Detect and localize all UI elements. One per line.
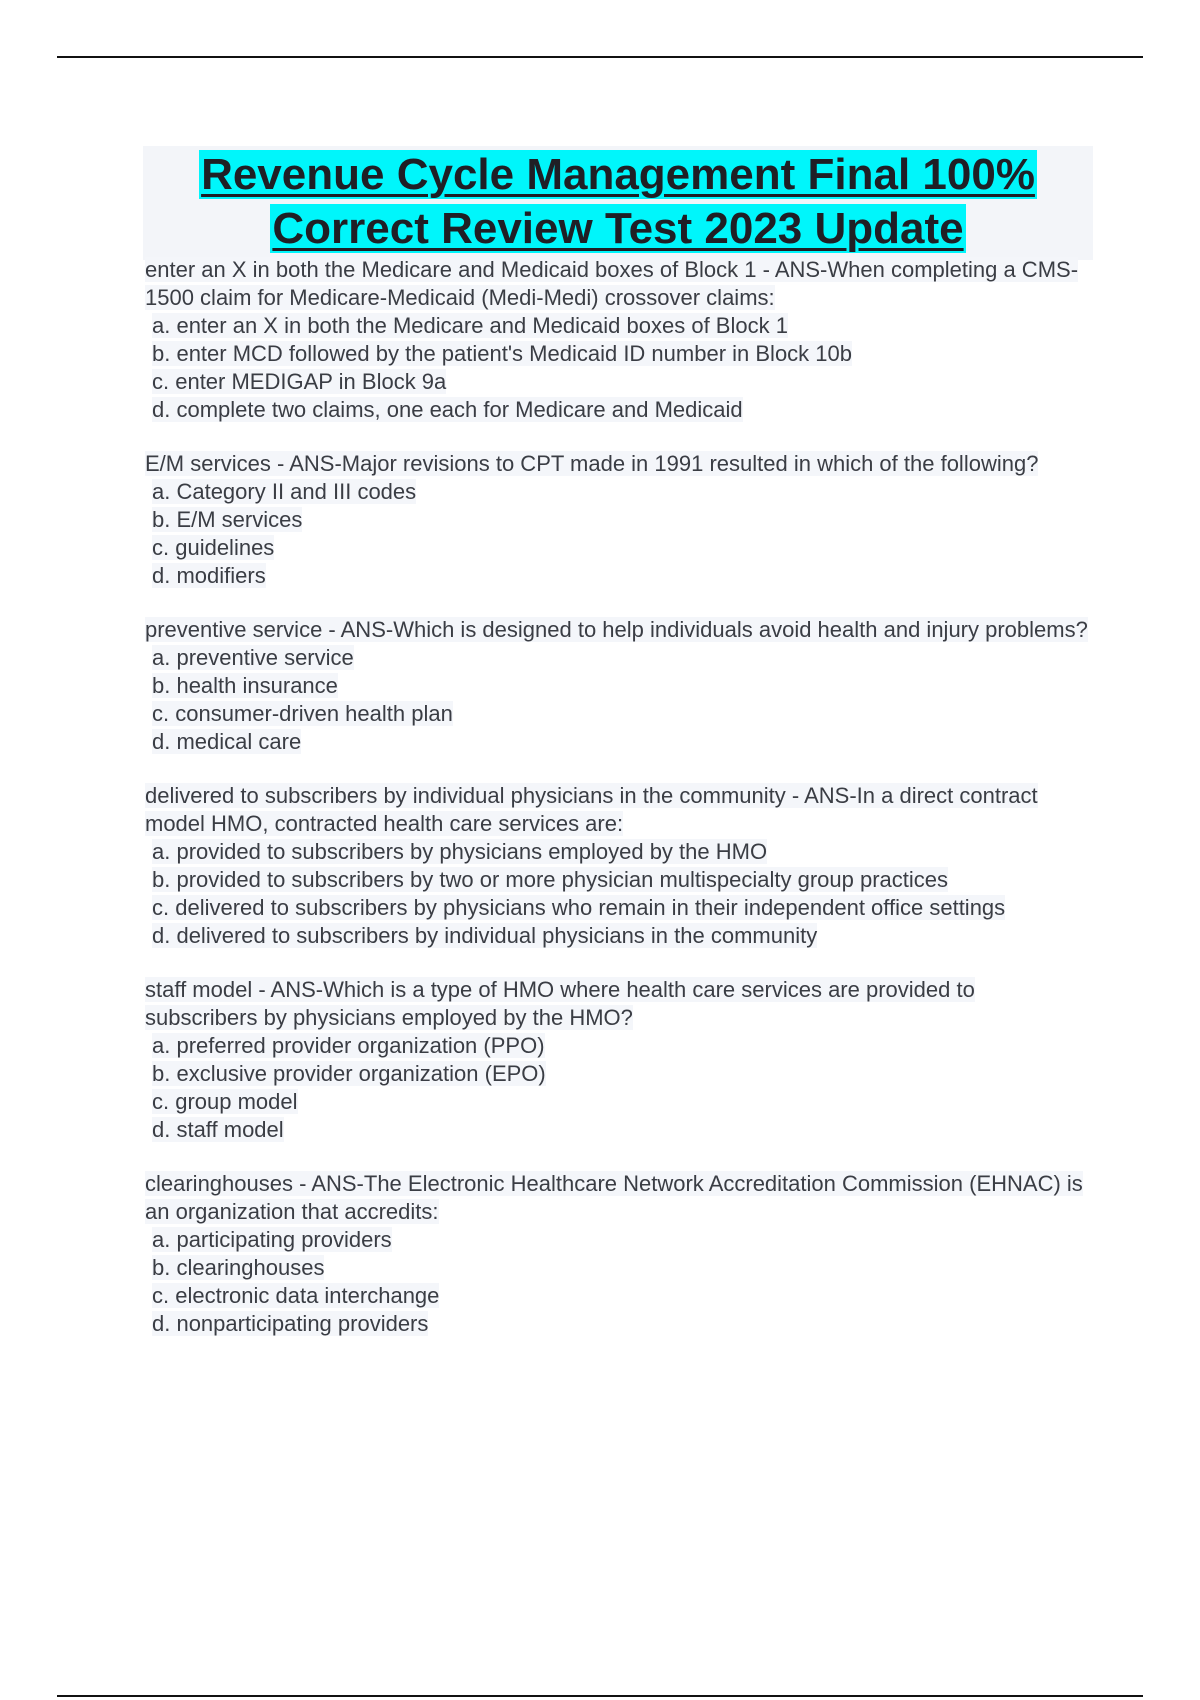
answer-option: c. enter MEDIGAP in Block 9a bbox=[152, 369, 447, 394]
answer-option: c. consumer-driven health plan bbox=[152, 701, 453, 726]
question-text: clearinghouses - ANS-The Electronic Healthcare Network Accreditation Commission (EHNAC) is an organization that accredits: bbox=[145, 1171, 1083, 1224]
answer-option: d. staff model bbox=[152, 1117, 284, 1142]
answer-option: a. Category II and III codes bbox=[152, 479, 417, 504]
question-item bbox=[145, 782, 1090, 950]
answer-option: b. enter MCD followed by the patient's Medicaid ID number in Block 10b bbox=[152, 341, 852, 366]
answer-option: b. exclusive provider organization (EPO) bbox=[152, 1061, 546, 1086]
question-item bbox=[145, 616, 1090, 756]
answer-option: a. preventive service bbox=[152, 645, 354, 670]
answer-option: c. electronic data interchange bbox=[152, 1283, 440, 1308]
question-item bbox=[145, 256, 1090, 424]
answer-option: a. enter an X in both the Medicare and Medicaid boxes of Block 1 bbox=[152, 313, 788, 338]
question-list bbox=[145, 256, 1090, 1364]
top-rule bbox=[57, 56, 1143, 58]
answer-option: a. participating providers bbox=[152, 1227, 392, 1252]
answer-option: b. E/M services bbox=[152, 507, 303, 532]
answer-option: d. nonparticipating providers bbox=[152, 1311, 429, 1336]
answer-option: d. modifiers bbox=[152, 563, 266, 588]
title-line-2: Correct Review Test 2023 Update bbox=[272, 204, 964, 253]
answer-option: c. guidelines bbox=[152, 535, 275, 560]
answer-option: c. group model bbox=[152, 1089, 298, 1114]
question-text: delivered to subscribers by individual physicians in the community - ANS-In a direct contract model HMO, contracted health care services are: bbox=[145, 783, 1038, 836]
answer-option: c. delivered to subscribers by physicians who remain in their independent office settings bbox=[152, 895, 1006, 920]
question-text: staff model - ANS-Which is a type of HMO where health care services are provided to subscribers by physicians employed by the HMO? bbox=[145, 977, 975, 1030]
document-title bbox=[143, 146, 1093, 260]
question-item bbox=[145, 450, 1090, 590]
question-item bbox=[145, 1170, 1090, 1338]
question-item bbox=[145, 976, 1090, 1144]
question-text: E/M services - ANS-Major revisions to CPT made in 1991 resulted in which of the following? bbox=[145, 451, 1039, 476]
answer-option: b. provided to subscribers by two or more physician multispecialty group practices bbox=[152, 867, 949, 892]
answer-option: b. health insurance bbox=[152, 673, 338, 698]
answer-option: d. complete two claims, one each for Medicare and Medicaid bbox=[152, 397, 743, 422]
answer-option: d. delivered to subscribers by individual physicians in the community bbox=[152, 923, 818, 948]
title-line-1: Revenue Cycle Management Final 100% bbox=[201, 150, 1035, 199]
question-text: enter an X in both the Medicare and Medicaid boxes of Block 1 - ANS-When completing a CMS-1500 claim for Medicare-Medicaid (Medi-Medi) crossover claims: bbox=[145, 257, 1079, 310]
answer-option: a. provided to subscribers by physicians employed by the HMO bbox=[152, 839, 768, 864]
answer-option: a. preferred provider organization (PPO) bbox=[152, 1033, 545, 1058]
answer-option: d. medical care bbox=[152, 729, 302, 754]
question-text: preventive service - ANS-Which is designed to help individuals avoid health and injury problems? bbox=[145, 617, 1088, 642]
answer-option: b. clearinghouses bbox=[152, 1255, 325, 1280]
bottom-rule bbox=[57, 1695, 1143, 1697]
